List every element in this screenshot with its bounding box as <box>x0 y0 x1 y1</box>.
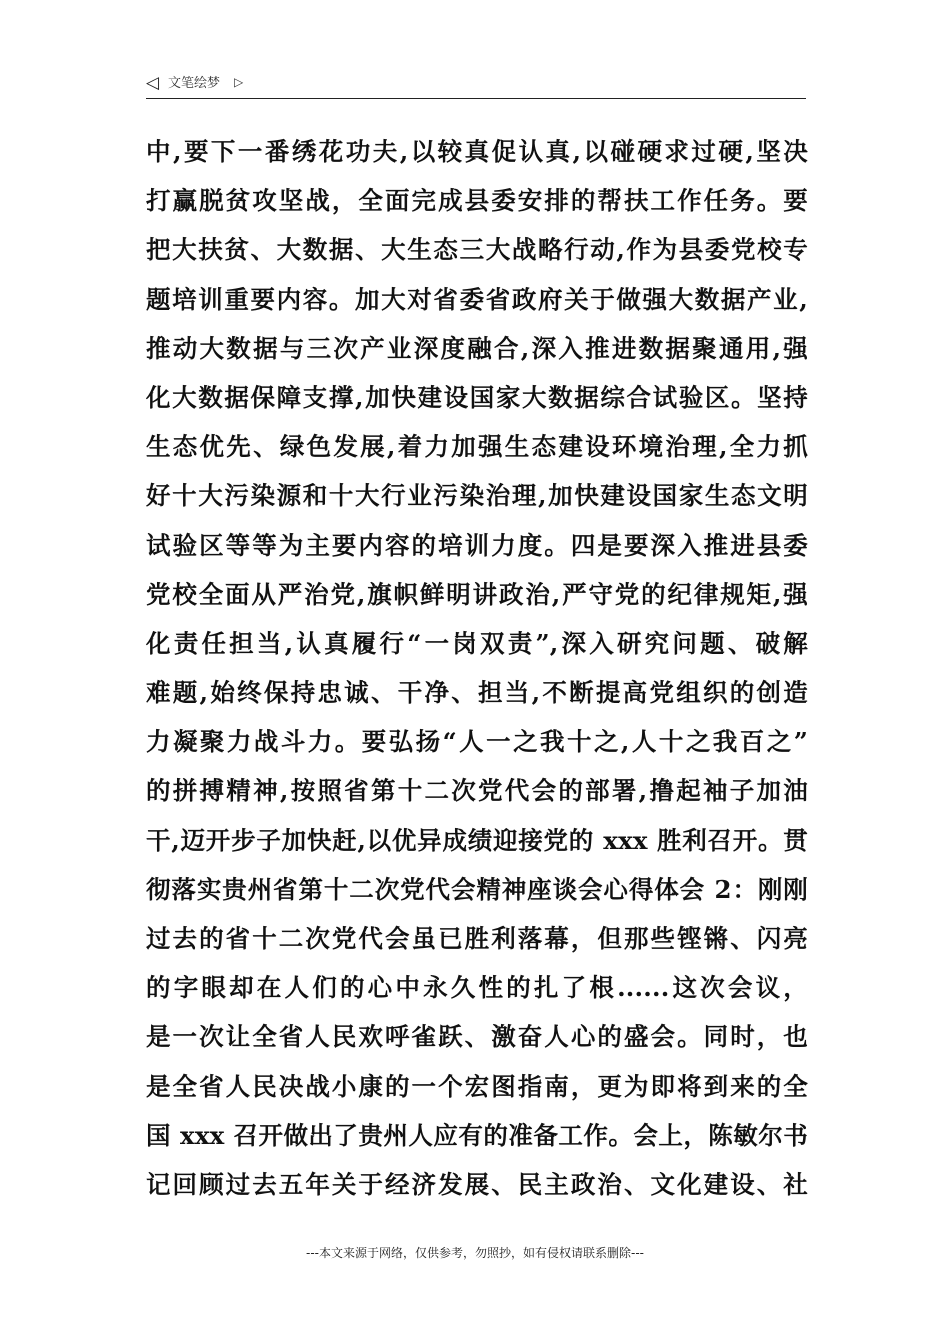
header-title: 文笔绘梦 <box>168 76 221 91</box>
body-line: 国 xxx 召开做出了贵州人应有的准备工作。会上，陈敏尔书 <box>146 1120 808 1150</box>
body-line: 中,要下一番绣花功夫,以较真促认真,以碰硬求过硬,坚决 <box>146 137 808 166</box>
body-line: 的字眼却在人们的心中永久性的扎了根......这次会议， <box>146 973 808 1003</box>
body-line: 的拼搏精神,按照省第十二次党代会的部署,撸起袖子加油 <box>146 776 808 806</box>
body-line: 过去的省十二次党代会虽已胜利落幕，但那些铿锵、闪亮 <box>146 924 808 953</box>
body-line: 打赢脱贫攻坚战，全面完成县委安排的帮扶工作任务。要 <box>146 186 808 216</box>
body-line: 记回顾过去五年关于经济发展、民主政治、文化建设、社 <box>146 1169 808 1199</box>
page-header <box>146 70 806 99</box>
body-line: 把大扶贫、大数据、大生态三大战略行动,作为县委党校专 <box>146 235 808 265</box>
body-line: 力凝聚力战斗力。要弘扬“人一之我十之,人十之我百之” <box>146 727 808 757</box>
body-line: 生态优先、绿色发展,着力加强生态建设环境治理,全力抓 <box>146 432 808 462</box>
body-line: 彻落实贵州省第十二次党代会精神座谈会心得体会 2：刚刚 <box>146 874 808 904</box>
page-footer: ---本文来源于网络，仅供参考，勿照抄，如有侵权请联系删除--- <box>306 1246 644 1260</box>
body-line: 干,迈开步子加快赶,以优异成绩迎接党的 xxx 胜利召开。贯 <box>146 825 808 855</box>
left-triangle-icon: ◁ <box>146 73 160 93</box>
document-body <box>146 127 808 1209</box>
body-line: 化大数据保障支撑,加快建设国家大数据综合试验区。坚持 <box>146 382 808 412</box>
body-line: 好十大污染源和十大行业污染治理,加快建设国家生态文明 <box>146 481 808 511</box>
body-line: 是一次让全省人民欢呼雀跃、激奋人心的盛会。同时，也 <box>146 1022 808 1052</box>
body-line: 难题,始终保持忠诚、干净、担当,不断提高党组织的创造 <box>146 678 808 708</box>
body-line: 化责任担当,认真履行“一岗双责”,深入研究问题、破解 <box>146 628 808 658</box>
body-line: 试验区等等为主要内容的培训力度。四是要深入推进县委 <box>146 530 808 560</box>
body-line: 题培训重要内容。加大对省委省政府关于做强大数据产业, <box>146 284 808 314</box>
body-line: 党校全面从严治党,旗帜鲜明讲政治,严守党的纪律规矩,强 <box>146 579 808 609</box>
body-line: 是全省人民决战小康的一个宏图指南，更为即将到来的全 <box>146 1071 808 1101</box>
body-line: 推动大数据与三次产业深度融合,深入推进数据聚通用,强 <box>146 333 808 363</box>
right-triangle-icon: ▷ <box>234 75 244 89</box>
